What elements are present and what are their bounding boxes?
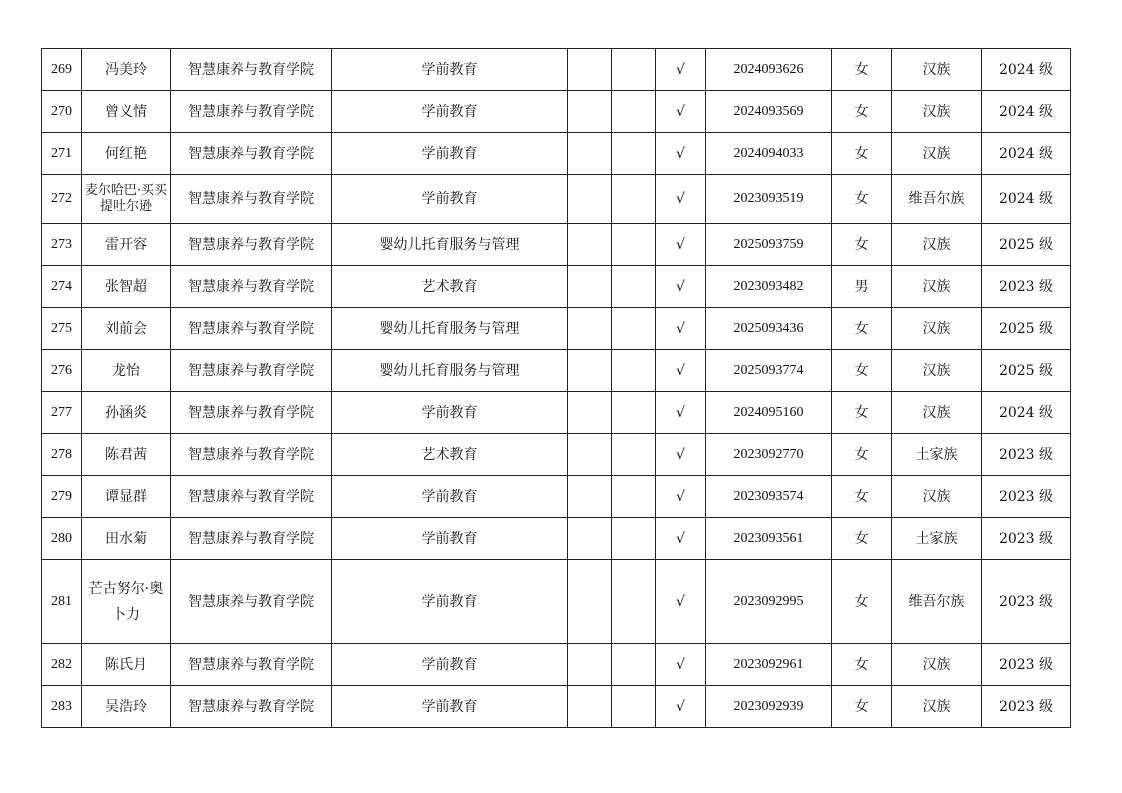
table-row	[42, 560, 1071, 644]
sex: 女	[832, 308, 892, 350]
student-id: 2023092961	[706, 644, 832, 686]
check-mark: √	[656, 644, 706, 686]
sex: 女	[832, 175, 892, 224]
grade: 2023 级	[982, 266, 1071, 308]
blank-cell-a	[568, 686, 612, 728]
blank-cell-b	[612, 518, 656, 560]
major-name: 艺术教育	[332, 266, 568, 308]
sex: 女	[832, 434, 892, 476]
student-roster-table	[41, 48, 1071, 728]
grade: 2023 级	[982, 686, 1071, 728]
row-number: 276	[42, 350, 82, 392]
college-name: 智慧康养与教育学院	[171, 91, 332, 133]
row-number: 282	[42, 644, 82, 686]
sex: 女	[832, 49, 892, 91]
grade: 2023 级	[982, 476, 1071, 518]
row-number: 283	[42, 686, 82, 728]
ethnicity: 土家族	[892, 434, 982, 476]
sex: 女	[832, 392, 892, 434]
college-name: 智慧康养与教育学院	[171, 224, 332, 266]
student-name: 张智超	[82, 266, 171, 308]
college-name: 智慧康养与教育学院	[171, 560, 332, 644]
college-name: 智慧康养与教育学院	[171, 518, 332, 560]
student-id: 2023092995	[706, 560, 832, 644]
student-id: 2024095160	[706, 392, 832, 434]
college-name: 智慧康养与教育学院	[171, 350, 332, 392]
college-name: 智慧康养与教育学院	[171, 392, 332, 434]
ethnicity: 汉族	[892, 350, 982, 392]
blank-cell-b	[612, 392, 656, 434]
grade: 2024 级	[982, 175, 1071, 224]
student-name: 田水菊	[82, 518, 171, 560]
check-mark: √	[656, 560, 706, 644]
college-name: 智慧康养与教育学院	[171, 644, 332, 686]
grade: 2023 级	[982, 560, 1071, 644]
row-number: 274	[42, 266, 82, 308]
blank-cell-a	[568, 392, 612, 434]
sex: 女	[832, 560, 892, 644]
blank-cell-b	[612, 308, 656, 350]
table-row	[42, 518, 1071, 560]
sex: 女	[832, 518, 892, 560]
check-mark: √	[656, 91, 706, 133]
table-row	[42, 266, 1071, 308]
row-number: 269	[42, 49, 82, 91]
grade: 2024 级	[982, 91, 1071, 133]
blank-cell-b	[612, 266, 656, 308]
sex: 女	[832, 644, 892, 686]
table-row	[42, 133, 1071, 175]
student-name: 何红艳	[82, 133, 171, 175]
sex: 女	[832, 224, 892, 266]
student-id: 2023092939	[706, 686, 832, 728]
sex: 女	[832, 350, 892, 392]
sex: 女	[832, 476, 892, 518]
blank-cell-a	[568, 434, 612, 476]
check-mark: √	[656, 518, 706, 560]
college-name: 智慧康养与教育学院	[171, 308, 332, 350]
student-name: 芒古努尔·奥卜力	[82, 560, 171, 644]
row-number: 273	[42, 224, 82, 266]
student-id: 2024093569	[706, 91, 832, 133]
table-row	[42, 224, 1071, 266]
blank-cell-b	[612, 91, 656, 133]
ethnicity: 土家族	[892, 518, 982, 560]
check-mark: √	[656, 308, 706, 350]
check-mark: √	[656, 266, 706, 308]
row-number: 275	[42, 308, 82, 350]
ethnicity: 汉族	[892, 266, 982, 308]
college-name: 智慧康养与教育学院	[171, 266, 332, 308]
blank-cell-a	[568, 308, 612, 350]
major-name: 学前教育	[332, 476, 568, 518]
grade: 2025 级	[982, 224, 1071, 266]
grade: 2023 级	[982, 518, 1071, 560]
student-id: 2023092770	[706, 434, 832, 476]
blank-cell-a	[568, 133, 612, 175]
grade: 2023 级	[982, 434, 1071, 476]
table-row	[42, 350, 1071, 392]
major-name: 婴幼儿托育服务与管理	[332, 224, 568, 266]
blank-cell-a	[568, 49, 612, 91]
college-name: 智慧康养与教育学院	[171, 434, 332, 476]
row-number: 280	[42, 518, 82, 560]
table-row	[42, 308, 1071, 350]
grade: 2023 级	[982, 644, 1071, 686]
blank-cell-b	[612, 133, 656, 175]
major-name: 婴幼儿托育服务与管理	[332, 350, 568, 392]
student-name: 龙怡	[82, 350, 171, 392]
college-name: 智慧康养与教育学院	[171, 686, 332, 728]
sex: 女	[832, 686, 892, 728]
table-row	[42, 686, 1071, 728]
grade: 2024 级	[982, 392, 1071, 434]
student-id: 2023093561	[706, 518, 832, 560]
grade: 2024 级	[982, 133, 1071, 175]
student-id: 2025093774	[706, 350, 832, 392]
blank-cell-b	[612, 644, 656, 686]
student-name: 刘前会	[82, 308, 171, 350]
table-row	[42, 476, 1071, 518]
major-name: 婴幼儿托育服务与管理	[332, 308, 568, 350]
sex: 女	[832, 133, 892, 175]
blank-cell-b	[612, 350, 656, 392]
grade: 2025 级	[982, 308, 1071, 350]
blank-cell-b	[612, 175, 656, 224]
major-name: 学前教育	[332, 91, 568, 133]
ethnicity: 维吾尔族	[892, 175, 982, 224]
check-mark: √	[656, 350, 706, 392]
check-mark: √	[656, 686, 706, 728]
ethnicity: 汉族	[892, 476, 982, 518]
roster-body	[42, 49, 1071, 728]
college-name: 智慧康养与教育学院	[171, 175, 332, 224]
student-name: 曾义情	[82, 91, 171, 133]
student-name: 孙涵炎	[82, 392, 171, 434]
table-row	[42, 434, 1071, 476]
student-id: 2024094033	[706, 133, 832, 175]
college-name: 智慧康养与教育学院	[171, 133, 332, 175]
college-name: 智慧康养与教育学院	[171, 476, 332, 518]
table-row	[42, 49, 1071, 91]
ethnicity: 汉族	[892, 49, 982, 91]
blank-cell-a	[568, 266, 612, 308]
table-row	[42, 91, 1071, 133]
ethnicity: 汉族	[892, 392, 982, 434]
check-mark: √	[656, 175, 706, 224]
major-name: 学前教育	[332, 644, 568, 686]
ethnicity: 汉族	[892, 644, 982, 686]
student-id: 2023093574	[706, 476, 832, 518]
major-name: 学前教育	[332, 49, 568, 91]
row-number: 281	[42, 560, 82, 644]
student-id: 2025093759	[706, 224, 832, 266]
check-mark: √	[656, 434, 706, 476]
student-id: 2024093626	[706, 49, 832, 91]
blank-cell-b	[612, 560, 656, 644]
sex: 男	[832, 266, 892, 308]
blank-cell-b	[612, 686, 656, 728]
table-row	[42, 644, 1071, 686]
grade: 2024 级	[982, 49, 1071, 91]
blank-cell-b	[612, 49, 656, 91]
major-name: 学前教育	[332, 560, 568, 644]
blank-cell-a	[568, 560, 612, 644]
table-row	[42, 392, 1071, 434]
check-mark: √	[656, 476, 706, 518]
blank-cell-a	[568, 518, 612, 560]
blank-cell-a	[568, 91, 612, 133]
major-name: 艺术教育	[332, 434, 568, 476]
student-name: 吴浩玲	[82, 686, 171, 728]
student-id: 2023093482	[706, 266, 832, 308]
sex: 女	[832, 91, 892, 133]
row-number: 270	[42, 91, 82, 133]
grade: 2025 级	[982, 350, 1071, 392]
college-name: 智慧康养与教育学院	[171, 49, 332, 91]
major-name: 学前教育	[332, 392, 568, 434]
student-name: 麦尔哈巴·买买提吐尔逊	[82, 175, 171, 224]
ethnicity: 汉族	[892, 224, 982, 266]
check-mark: √	[656, 224, 706, 266]
check-mark: √	[656, 49, 706, 91]
blank-cell-a	[568, 644, 612, 686]
document-sheet	[41, 48, 1070, 728]
student-name: 陈氏月	[82, 644, 171, 686]
student-id: 2023093519	[706, 175, 832, 224]
major-name: 学前教育	[332, 133, 568, 175]
row-number: 279	[42, 476, 82, 518]
ethnicity: 维吾尔族	[892, 560, 982, 644]
student-name: 陈君茜	[82, 434, 171, 476]
row-number: 272	[42, 175, 82, 224]
ethnicity: 汉族	[892, 91, 982, 133]
blank-cell-b	[612, 434, 656, 476]
student-name: 冯美玲	[82, 49, 171, 91]
row-number: 277	[42, 392, 82, 434]
ethnicity: 汉族	[892, 686, 982, 728]
major-name: 学前教育	[332, 518, 568, 560]
ethnicity: 汉族	[892, 308, 982, 350]
blank-cell-a	[568, 350, 612, 392]
major-name: 学前教育	[332, 686, 568, 728]
major-name: 学前教育	[332, 175, 568, 224]
student-name: 谭显群	[82, 476, 171, 518]
blank-cell-a	[568, 224, 612, 266]
table-row	[42, 175, 1071, 224]
student-id: 2025093436	[706, 308, 832, 350]
blank-cell-b	[612, 476, 656, 518]
ethnicity: 汉族	[892, 133, 982, 175]
row-number: 278	[42, 434, 82, 476]
blank-cell-a	[568, 476, 612, 518]
check-mark: √	[656, 133, 706, 175]
row-number: 271	[42, 133, 82, 175]
check-mark: √	[656, 392, 706, 434]
blank-cell-a	[568, 175, 612, 224]
student-name: 雷开容	[82, 224, 171, 266]
blank-cell-b	[612, 224, 656, 266]
